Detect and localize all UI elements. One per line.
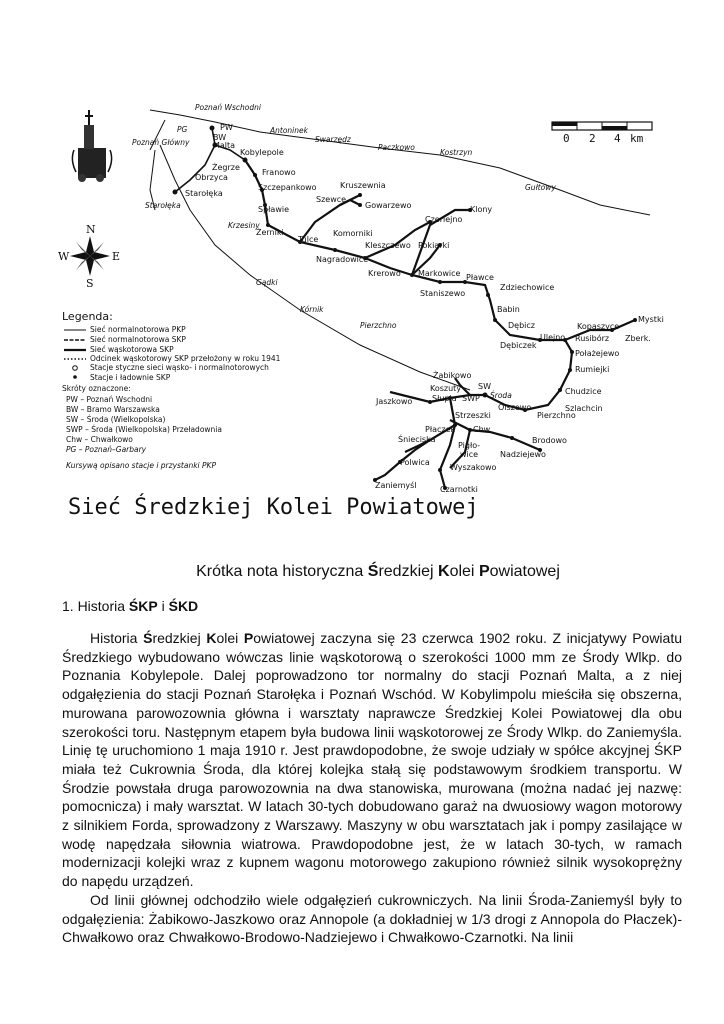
station-label: Krzesiny — [228, 221, 260, 230]
legend-title: Legenda: — [62, 310, 113, 323]
map-caption: Sieć Średzkiej Kolei Powiatowej — [68, 495, 479, 520]
paragraph-initial: Ś — [143, 630, 153, 646]
article-body — [62, 629, 682, 947]
paragraph-initial: P — [243, 630, 254, 646]
coat-of-arms-icon — [72, 110, 111, 182]
station-label: Obrzyca — [195, 173, 228, 182]
paragraph: Od linii głównej odchodziło wiele odgałęzień cukrowniczych. Na linii Środa-Zaniemyśl były to odgałęzienia: Żabikowo-Jaszkowo oraz Annopole (a dokładniej w 1/3 drogi z Annopola do Płaczek)-Chwałkowo oraz Chwałkowo-Brodowo-Nadziejewo i Chwałkowo-Czarnotki. Na linii — [62, 891, 682, 946]
station-label: wice — [460, 450, 479, 459]
scale-label: 4 — [614, 132, 621, 145]
legend-abbr: Chw – Chwałkowo — [66, 435, 133, 444]
scale-label: km — [630, 132, 644, 145]
station-label: Ulejno — [540, 333, 566, 342]
legend-abbr: PW – Poznań Wschodni — [66, 395, 153, 404]
station-label: Szewce — [316, 195, 347, 204]
station-label: Kleszczewo — [365, 241, 411, 250]
station-label: PG — [177, 125, 188, 134]
station-label: Poznań Główny — [132, 138, 190, 147]
station-label: Pigło- — [458, 441, 481, 450]
scale-label: 2 — [589, 132, 596, 145]
station-label: BW — [213, 133, 227, 142]
legend-abbr: SW – Środa (Wielkopolska) — [66, 415, 166, 424]
scale-label: 0 — [563, 132, 570, 145]
paragraph-text: owiatowej zaczyna się 23 czerwca 1902 roku. Z inicjatywy Powiatu Średzkiego wybudowano wówczas linie wąskotorową o szerokości 1000 mm ze Środy Wlkp. do Poznania Kobylepole. Dalej poprowadzono tor normalny do stacji Poznań Malta, a z niej odgałęzienia do stacji Poznań Starołęka i Poznań Wschód. W Kobylimpolu mieściła się obszerna, murowana parowozownia główna i warsztaty naprawcze Średzkiej Kolei Powiatowej dla obu szerokości toru. Następnym etapem była budowa linii wąskotorowej ze Środy Wlkp. do Zaniemyśla. Linię tę uruchomiono 1 maja 1910 r. Jest prawdopodobne, że swoje udziały w spółce akcyjnej ŚKP miała też Cukrownia Środa, dla której kolejka stałą się podstawowym środkiem transportu. W Środzie powstała druga parowozownia na dwa stanowiska, murowana (można nadać jej nazwę: pomocnicza) i mały warsztat. W latach 30-tych dobudowano garaż na dwuosiowy wagon motorowy z silnikiem Forda, sprowadzony z Warszawy. Maszyny w obu warsztatach jak i pompy zasilające w wodę napędzała siłownia wiatrowa. Prawdopodobne jest, że w latach 30-tych, w ramach modernizacji kolejki wraz z kupnem wagonu motorowego zakupiono również silnik wysokoprężny do napędu urządzeń. — [62, 630, 682, 890]
station-label: Wyszakowo — [450, 463, 497, 472]
station-label: Malta — [213, 141, 236, 150]
legend-note: Kursywą opisano stacje i przystanki PKP — [66, 461, 216, 470]
station-label: Swarzędz — [315, 135, 351, 144]
station-label: Babin — [497, 305, 520, 314]
station-label: Antoninek — [270, 126, 308, 135]
scale-bar — [552, 122, 652, 145]
station-label: Nagradowice — [316, 255, 369, 264]
station-label: Franowo — [262, 168, 296, 177]
legend-abbr: BW – Bramo Warszawska — [66, 405, 160, 414]
station-label: Rusibórz — [575, 334, 610, 343]
paragraph-initial: K — [206, 630, 217, 646]
legend-line: Sieć normalnotorowa SKP — [90, 335, 186, 344]
title-initial: P — [478, 563, 490, 580]
station-label: Markowice — [418, 269, 461, 278]
station-label: Zaniemyśl — [375, 481, 417, 490]
station-label: Polwica — [400, 458, 430, 467]
station-label: Żegrze — [212, 163, 240, 172]
station-label: Gułtowy — [525, 183, 556, 192]
section-bold: ŚKP — [128, 598, 158, 614]
station-label: SWP — [462, 394, 480, 403]
station-label: Koszuty — [430, 384, 462, 393]
station-label: Śnieciska — [398, 435, 436, 444]
station-label: Szczepankowo — [258, 183, 317, 192]
station-label: Pławce — [466, 273, 494, 282]
station-label: Tulce — [298, 235, 319, 244]
station-label: Olszewo — [498, 403, 532, 412]
station-label: Pierzchno — [537, 411, 576, 420]
station-label: Gądki — [256, 278, 278, 287]
station-label: Chudzice — [565, 387, 602, 396]
station-label: Zdziechowice — [500, 283, 555, 292]
paragraph-text: Historia — [90, 630, 144, 646]
station-label: Starołęka — [185, 189, 223, 198]
station-label: Krerowo — [368, 269, 401, 278]
legend-line: Sieć normalnotorowa PKP — [90, 325, 186, 334]
legend-abbr: PG – Poznań–Garbary — [66, 445, 147, 454]
compass-n: N — [86, 223, 96, 236]
section-text: 1. Historia — [62, 598, 129, 614]
station-label: Środa — [490, 391, 512, 400]
station-label: Nadziejewo — [500, 450, 546, 459]
title-initial: Ś — [367, 563, 379, 580]
station-label: Gowarzewo — [365, 201, 412, 210]
station-label: Zberk. — [625, 334, 651, 343]
station-label: Dębiczek — [500, 341, 537, 350]
station-label: Żabikowo — [433, 371, 472, 380]
station-label: Płaczek — [425, 425, 456, 434]
compass-e: E — [112, 250, 121, 263]
station-label: Pierzchno — [360, 321, 397, 330]
station-label: Rumiejki — [575, 365, 610, 374]
section-bold: ŚKD — [168, 598, 199, 614]
map-legend — [62, 310, 281, 470]
station-label: Szlachcin — [565, 404, 603, 413]
legend-line: Stacje i ładownie SKP — [90, 373, 171, 382]
station-label: Czerlejno — [425, 215, 463, 224]
legend-line: Stacje styczne sieci wąsko- i normalnotorowych — [90, 363, 269, 372]
compass-rose-icon — [58, 223, 120, 290]
title-text: owiatowej — [489, 563, 560, 580]
station-label: Spławie — [258, 205, 290, 214]
paragraph — [62, 629, 682, 891]
station-label: Komorniki — [333, 229, 373, 238]
station-label: Staniszewo — [420, 289, 466, 298]
station-label: Czarnotki — [440, 485, 478, 494]
compass-w: W — [58, 250, 70, 263]
title-initial: K — [438, 563, 450, 580]
station-label: Kopaszyce — [577, 322, 620, 331]
legend-abbr-title: Skróty oznaczone: — [62, 384, 131, 393]
station-label: Żerniki — [256, 228, 284, 237]
title-text: olei — [449, 563, 479, 580]
compass-s: S — [86, 277, 94, 290]
pkp-standard-lines — [150, 110, 650, 390]
paragraph-text: olei — [216, 630, 244, 646]
station-label: SW — [478, 382, 491, 391]
station-label: Dębicz — [508, 321, 535, 330]
station-labels — [132, 103, 664, 494]
station-label: Słupia — [432, 394, 457, 403]
title-text: redzkiej — [378, 563, 439, 580]
station-label: PW — [220, 123, 233, 132]
station-label: Kostrzyn — [440, 148, 473, 157]
station-label: Starołęka — [145, 201, 181, 210]
station-label: Mystki — [638, 315, 664, 324]
station-label: Paczkowo — [378, 143, 415, 152]
article-title — [0, 563, 724, 581]
legend-line: Sieć wąskotorowa SKP — [90, 345, 174, 354]
station-label: Połażejewo — [575, 349, 620, 358]
station-label: Kórnik — [300, 305, 324, 314]
legend-line: Odcinek wąskotorowy SKP przełożony w roku 1941 — [90, 354, 281, 363]
legend-abbr: SWP – Środa (Wielkopolska) Przeładownia — [66, 425, 222, 434]
station-label: Klony — [470, 205, 493, 214]
station-label: Pokiarki — [418, 241, 450, 250]
station-label: Kruszewnia — [340, 181, 386, 190]
title-text: Krótka nota historyczna — [196, 563, 368, 580]
station-label: Kobylepole — [240, 148, 284, 157]
section-text: i — [157, 598, 169, 614]
station-label: Poznań Wschodni — [195, 103, 261, 112]
station-label: Brodowo — [532, 436, 567, 445]
station-label: Strzeszki — [455, 411, 491, 420]
station-label: Chw — [473, 425, 491, 434]
section-heading — [62, 598, 198, 614]
station-label: Jaszkowo — [376, 397, 413, 406]
paragraph-text: redzkiej — [152, 630, 207, 646]
